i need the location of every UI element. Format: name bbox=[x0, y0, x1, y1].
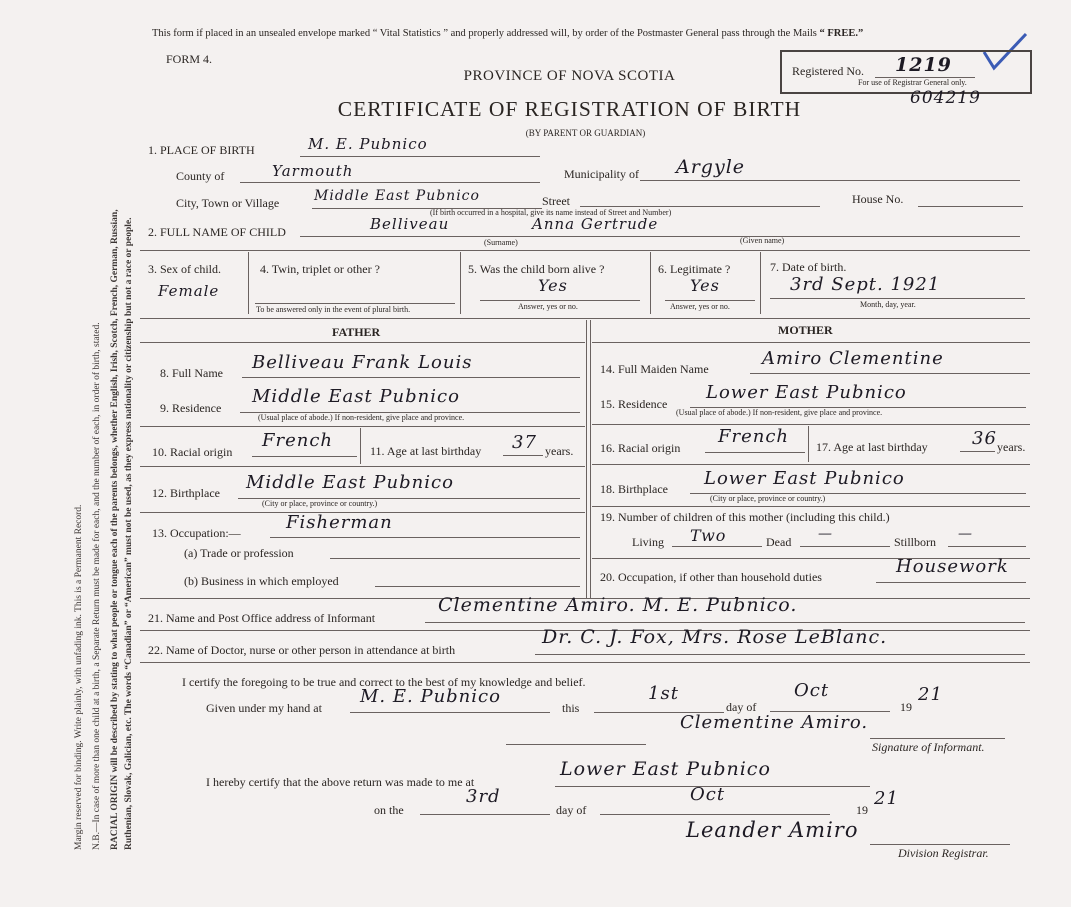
father-racial-value: French bbox=[262, 430, 334, 451]
mother-residence-label: 15. Residence bbox=[600, 397, 668, 411]
given-name-caption: (Given name) bbox=[740, 236, 785, 245]
city-label: City, Town or Village bbox=[176, 196, 280, 210]
mother-residence-value: Lower East Pubnico bbox=[706, 382, 907, 403]
father-birthplace-note: (City or place, province or country.) bbox=[262, 499, 378, 508]
registrar-year-value: 21 bbox=[874, 788, 899, 809]
hospital-note: (If birth occurred in a hospital, give its name instead of Street and Number) bbox=[430, 208, 672, 217]
father-residence-note: (Usual place of abode.) If non-resident, give place and province. bbox=[258, 413, 465, 422]
stamp-number: 604219 bbox=[910, 88, 981, 108]
registered-label: Registered No. bbox=[792, 64, 864, 78]
attendant-value: Dr. C. J. Fox, Mrs. Rose LeBlanc. bbox=[542, 626, 888, 648]
street-label: Street bbox=[542, 194, 570, 208]
page-subtitle: (BY PARENT OR GUARDIAN) bbox=[525, 128, 646, 138]
given-year-prefix: 19 bbox=[900, 700, 912, 714]
father-residence-label: 9. Residence bbox=[160, 401, 222, 415]
children-count-label: 19. Number of children of this mother (including this child.) bbox=[600, 510, 890, 524]
born-alive-label: 5. Was the child born alive ? bbox=[468, 262, 605, 276]
informant-signature: Clementine Amiro. bbox=[680, 712, 869, 733]
house-number-label: House No. bbox=[852, 192, 904, 206]
legitimate-label: 6. Legitimate ? bbox=[658, 262, 731, 276]
mail-notice bbox=[152, 28, 863, 39]
mother-age-label: 17. Age at last birthday bbox=[816, 440, 928, 454]
informant-label: 21. Name and Post Office address of Informant bbox=[148, 611, 376, 625]
attendant-label: 22. Name of Doctor, nurse or other person in attendance at birth bbox=[148, 643, 456, 657]
mother-name-value: Amiro Clementine bbox=[762, 348, 944, 369]
margin-note-4: Ruthenian, Slovak, Galician, etc. The words “Canadian” or “American” must not be used, as they express nationality or citizenship but not a race or people. bbox=[124, 217, 134, 850]
twin-label: 4. Twin, triplet or other ? bbox=[260, 262, 380, 276]
father-age-label: 11. Age at last birthday bbox=[370, 444, 482, 458]
living-label: Living bbox=[632, 535, 664, 549]
date-of-birth-label: 7. Date of birth. bbox=[770, 260, 847, 274]
father-occupation-label: 13. Occupation:— bbox=[152, 526, 241, 540]
given-place-value: M. E. Pubnico bbox=[360, 686, 501, 707]
division-registrar-caption: Division Registrar. bbox=[898, 846, 989, 860]
surname-caption: (Surname) bbox=[484, 238, 518, 247]
place-of-birth-value: M. E. Pubnico bbox=[308, 135, 428, 153]
mother-birthplace-label: 18. Birthplace bbox=[600, 482, 668, 496]
mother-name-label: 14. Full Maiden Name bbox=[600, 362, 709, 376]
given-day-value: 1st bbox=[648, 683, 679, 704]
stillborn-label: Stillborn bbox=[894, 535, 937, 549]
father-birthplace-value: Middle East Pubnico bbox=[246, 472, 454, 493]
registered-value: 1219 bbox=[895, 54, 952, 76]
given-under-label: Given under my hand at bbox=[206, 701, 322, 715]
registrar-certify-label: I hereby certify that the above return was made to me at bbox=[206, 775, 475, 789]
father-residence-value: Middle East Pubnico bbox=[252, 386, 460, 407]
sex-value: Female bbox=[158, 282, 220, 300]
born-alive-note: Answer, yes or no. bbox=[518, 302, 578, 311]
registrar-signature: Leander Amiro bbox=[686, 818, 859, 842]
margin-note-1: Margin reserved for binding. Write plainly, with unfading ink. This is a Permanent Record. bbox=[74, 504, 84, 850]
father-age-suffix: years. bbox=[545, 444, 574, 458]
mother-occupation-label: 20. Occupation, if other than household duties bbox=[600, 570, 822, 584]
registrar-month-value: Oct bbox=[690, 784, 726, 805]
father-age-value: 37 bbox=[512, 432, 537, 453]
mother-birthplace-note: (City or place, province or country.) bbox=[710, 494, 826, 503]
given-day-of-label: day of bbox=[726, 700, 757, 714]
registrar-year-prefix: 19 bbox=[856, 803, 868, 817]
certify-text: I certify the foregoing to be true and correct to the best of my knowledge and belief. bbox=[182, 675, 586, 689]
municipality-value: Argyle bbox=[676, 156, 746, 178]
sex-label: 3. Sex of child. bbox=[148, 262, 221, 276]
county-value: Yarmouth bbox=[272, 162, 354, 180]
mother-birthplace-value: Lower East Pubnico bbox=[704, 468, 905, 489]
mother-occupation-value: Housework bbox=[896, 556, 1009, 577]
father-name-label: 8. Full Name bbox=[160, 366, 223, 380]
mother-residence-note: (Usual place of abode.) If non-resident, give place and province. bbox=[676, 408, 883, 417]
child-surname-value: Belliveau bbox=[370, 215, 450, 233]
father-occupation-value: Fisherman bbox=[286, 512, 393, 533]
informant-value: Clementine Amiro. M. E. Pubnico. bbox=[438, 594, 798, 616]
father-heading: FATHER bbox=[332, 325, 381, 339]
mail-notice-text: This form if placed in an unsealed envelope marked “ Vital Statistics ” and properly addressed will, by order of the Postmaster General pass through the Mails bbox=[152, 28, 817, 39]
father-trade-label: (a) Trade or profession bbox=[184, 546, 294, 560]
father-racial-label: 10. Racial origin bbox=[152, 445, 233, 459]
registrar-day-of-label: day of bbox=[556, 803, 587, 817]
page-title: CERTIFICATE OF REGISTRATION OF BIRTH bbox=[337, 97, 802, 121]
margin-note-3: RACIAL ORIGIN will be described by stating to what people or tongue each of the parents belongs, whether English, Irish, Scotch, French, German, Russian, bbox=[110, 209, 120, 850]
registrar-day-value: 3rd bbox=[466, 786, 501, 807]
mother-age-value: 36 bbox=[972, 428, 997, 449]
father-business-label: (b) Business in which employed bbox=[184, 574, 339, 588]
mail-notice-free: “ FREE.” bbox=[819, 28, 864, 39]
child-given-value: Anna Gertrude bbox=[532, 215, 659, 233]
stillborn-value: — bbox=[958, 526, 973, 542]
place-of-birth-label: 1. PLACE OF BIRTH bbox=[148, 143, 255, 157]
registrar-place-value: Lower East Pubnico bbox=[560, 758, 771, 780]
informant-signature-caption: Signature of Informant. bbox=[872, 740, 985, 754]
father-name-value: Belliveau Frank Louis bbox=[252, 352, 473, 373]
mother-age-suffix: years. bbox=[997, 440, 1026, 454]
on-the-label: on the bbox=[374, 803, 404, 817]
registrar-general-note: For use of Registrar General only. bbox=[858, 78, 967, 87]
legitimate-value: Yes bbox=[690, 276, 720, 295]
county-label: County of bbox=[176, 169, 225, 183]
margin-note-2: N.B.—In case of more than one child at a birth, a Separate Return must be made for each, and the number of each, in order of birth, stated. bbox=[92, 322, 102, 850]
given-year-value: 21 bbox=[918, 684, 943, 705]
dead-value: — bbox=[818, 526, 833, 542]
mother-racial-value: French bbox=[718, 426, 790, 447]
given-month-value: Oct bbox=[794, 680, 830, 701]
this-label: this bbox=[562, 701, 580, 715]
born-alive-value: Yes bbox=[538, 276, 568, 295]
province-heading: PROVINCE OF NOVA SCOTIA bbox=[463, 68, 676, 84]
date-of-birth-note: Month, day, year. bbox=[860, 300, 916, 309]
date-of-birth-value: 3rd Sept. 1921 bbox=[790, 274, 941, 295]
legitimate-note: Answer, yes or no. bbox=[670, 302, 730, 311]
mother-racial-label: 16. Racial origin bbox=[600, 441, 681, 455]
mother-heading: MOTHER bbox=[778, 323, 833, 337]
municipality-label: Municipality of bbox=[564, 167, 639, 181]
twin-note: To be answered only in the event of plural birth. bbox=[256, 305, 411, 314]
dead-label: Dead bbox=[766, 535, 792, 549]
child-name-label: 2. FULL NAME OF CHILD bbox=[148, 225, 286, 239]
living-value: Two bbox=[690, 526, 727, 545]
city-value: Middle East Pubnico bbox=[314, 188, 480, 204]
form-number: FORM 4. bbox=[166, 52, 213, 66]
father-birthplace-label: 12. Birthplace bbox=[152, 486, 220, 500]
